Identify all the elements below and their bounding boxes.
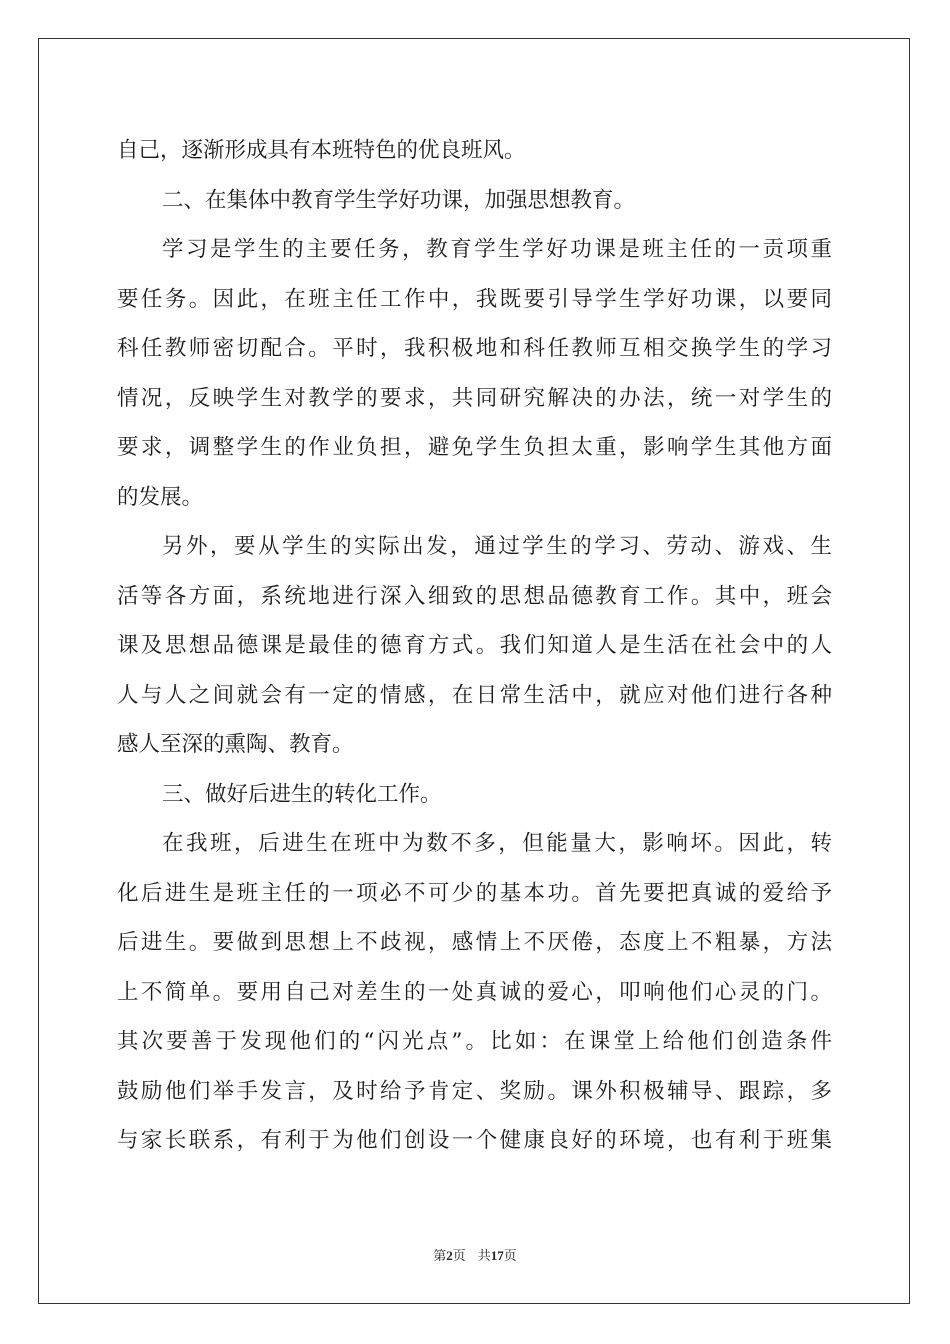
text-line: 另外，要从学生的实际出发，通过学生的学习、劳动、游戏、生 <box>162 534 832 559</box>
text-line: 与家长联系，有利于为他们创设一个健康良好的环境，也有利于班集 <box>117 1128 832 1153</box>
text-line: 上不简单。要用自己对差生的一处真诚的爱心，叩响他们心灵的门。 <box>117 979 832 1005</box>
document-body <box>117 126 832 1166</box>
text-line: 课及思想品德课是最佳的德育方式。我们知道人是生活在社会中的人 <box>117 633 832 658</box>
text-line: 自己，逐渐形成具有本班特色的优良班风。 <box>117 138 526 163</box>
total-pages: 17 <box>490 1248 504 1263</box>
page-footer <box>0 1247 950 1265</box>
total-prefix: 共 <box>477 1248 491 1263</box>
total-unit: 页 <box>503 1248 517 1263</box>
text-line: 活等各方面，系统地进行深入细致的思想品德教育工作。其中，班会 <box>117 583 832 609</box>
section-heading: 二、在集体中教育学生学好功课，加强思想教育。 <box>162 187 636 213</box>
text-line: 感人至深的熏陶、教育。 <box>117 732 354 757</box>
text-line: 后进生。要做到思想上不歧视，感情上不厌倦，态度上不粗暴，方法 <box>117 930 832 955</box>
text-line: 情况，反映学生对教学的要求，共同研究解决的办法，统一对学生的 <box>117 385 832 411</box>
page-prefix: 第 <box>433 1248 447 1263</box>
text-line: 在我班，后进生在班中为数不多，但能量大，影响坏。因此，转 <box>162 831 832 856</box>
text-line: 其次要善于发现他们的“闪光点”。比如：在课堂上给他们创造条件 <box>117 1029 832 1054</box>
section-heading: 三、做好后进生的转化工作。 <box>162 781 442 807</box>
text-line: 的发展。 <box>117 484 204 510</box>
text-line: 学习是学生的主要任务，教育学生学好功课是班主任的一贡项重 <box>162 237 832 262</box>
text-line: 化后进生是班主任的一项必不可少的基本功。首先要把真诚的爱给予 <box>117 880 832 906</box>
page-unit: 页 <box>452 1248 466 1263</box>
text-line: 要求，调整学生的作业负担，避免学生负担太重，影响学生其他方面 <box>117 435 832 460</box>
text-line: 鼓励他们举手发言，及时给予肯定、奖励。课外积极辅导、跟踪，多 <box>117 1078 832 1104</box>
text-line: 人与人之间就会有一定的情感，在日常生活中，就应对他们进行各种 <box>117 682 832 708</box>
text-line: 科任教师密切配合。平时，我积极地和科任教师互相交换学生的学习 <box>117 336 832 361</box>
text-line: 要任务。因此，在班主任工作中，我既要引导学生学好功课，以要同 <box>117 286 832 312</box>
page-number: 2 <box>446 1248 453 1263</box>
